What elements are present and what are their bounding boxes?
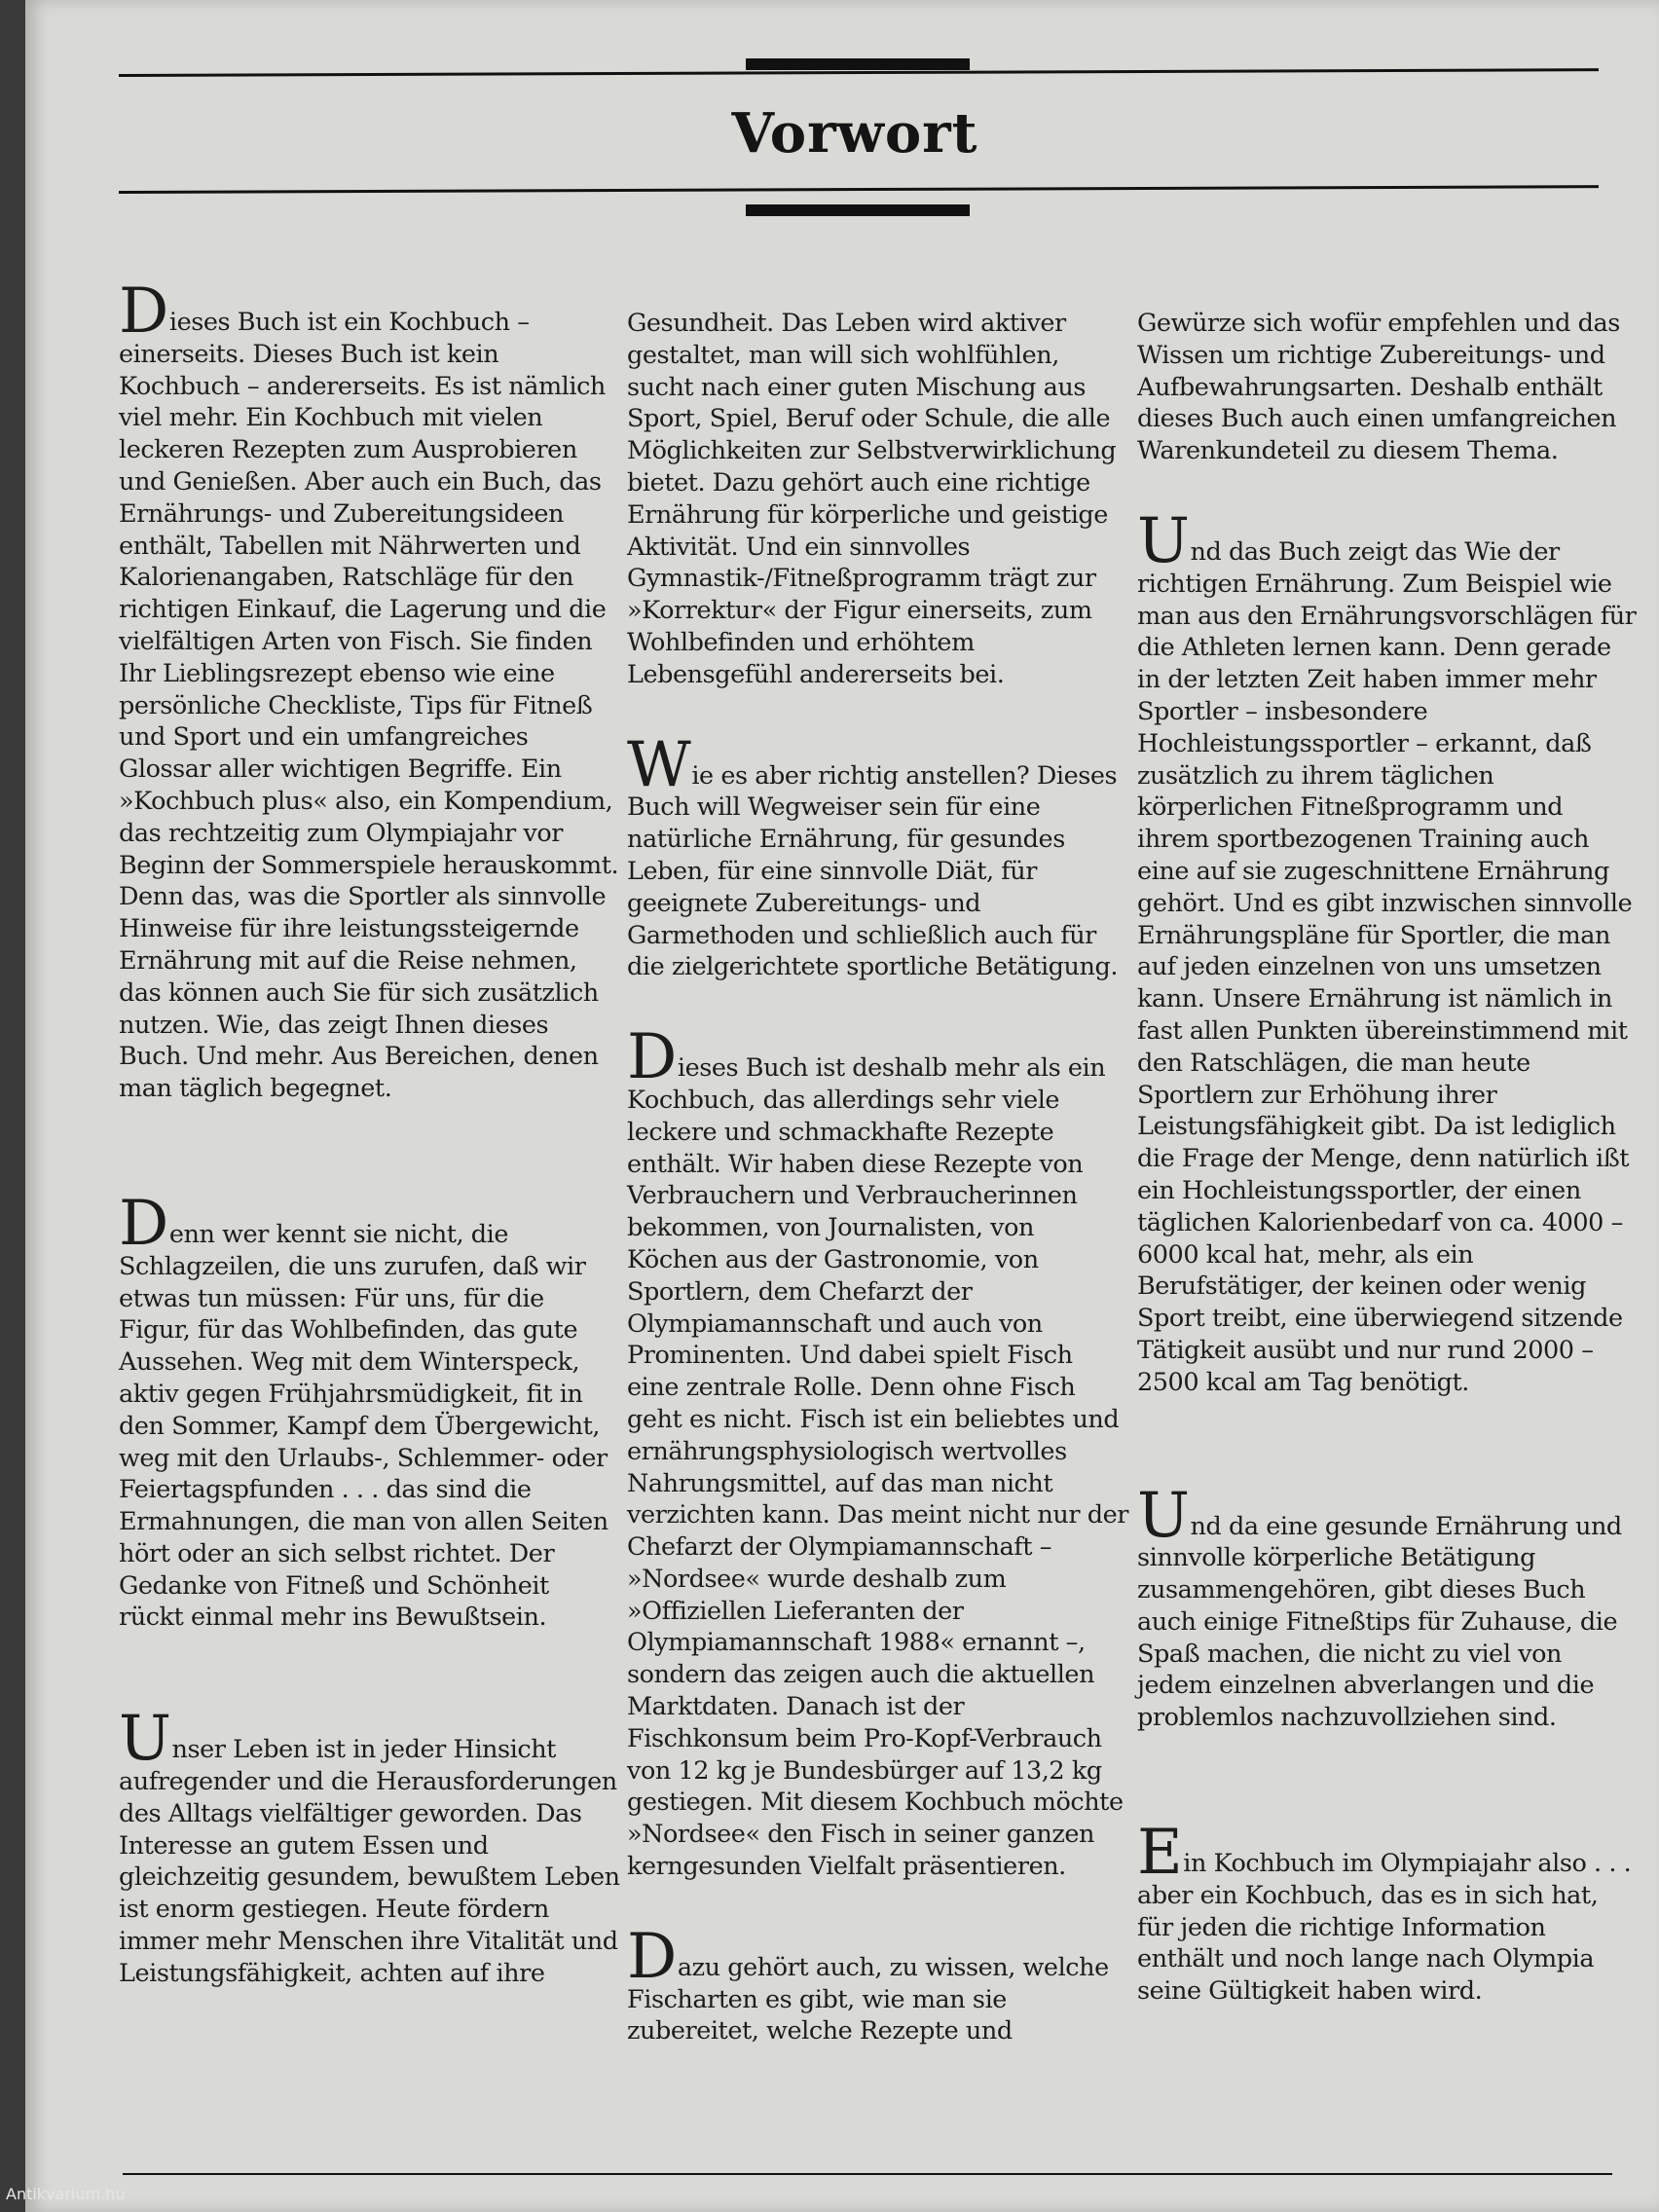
paragraph (119, 1703, 620, 1989)
drop-initial: U (1137, 504, 1190, 577)
paragraph-text: nd das Buch zeigt das Wie der richtigen Ernährung. Zum Beispiel wie man aus den Ernährungsvorschlägen für die Athleten lernen kann. Denn gerade in der letzten Zeit haben immer mehr Sportler – insbesondere Hochleistungssportler – erkannt, daß zusätzlich zu ihrem täglichen körperlichen Fitneßprogramm und ihrem sportbezogenen Training auch eine auf sie zugeschnittene Ernährung gehört. Und es gibt inzwischen sinnvolle Ernährungspläne für Sportler, die man auf jeden einzelnen von uns umsetzen kann. Unsere Ernährung ist nämlich in fast allen Punkten übereinstimmend mit den Ratschlägen, die man heute Sportlern zur Erhöhung ihrer Leistungsfähigkeit gibt. Da ist lediglich die Frage der Menge, denn natürlich ißt ein Hochleistungssportler, der einen täglichen Kalorienbedarf von ca. 4000 – 6000 kcal hat, mehr, als ein Berufstätiger, der keinen oder wenig Sport treibt, eine überwiegend sitzende Tätigkeit ausübt und nur rund 2000 – 2500 kcal am Tag benötigt. (1137, 536, 1637, 1397)
title-top-thick-rule (746, 58, 970, 70)
footer-rule (123, 2173, 1612, 2175)
drop-initial: E (1137, 1817, 1183, 1890)
drop-initial: U (119, 1703, 171, 1776)
drop-initial: D (627, 1920, 677, 1993)
paragraph (1137, 1479, 1639, 1735)
paragraph-text: Gesundheit. Das Leben wird aktiver gestaltet, man will sich wohlfühlen, sucht nach einer guten Mischung aus Sport, Spiel, Beruf oder Schule, die alle Möglichkeiten zur Selbstverwirklichung bietet. Dazu gehört auch eine richtige Ernährung für körperliche und geistige Aktivität. Und ein sinnvolles Gymnastik-/Fitneßprogramm trägt zur »Korrektur« der Figur einerseits, zum Wohlbefinden und erhöhtem Lebensgefühl andererseits bei. (627, 309, 1117, 689)
paragraph-text: enn wer kennt sie nicht, die Schlagzeilen, die uns zurufen, daß wir etwas tun müssen: Für uns, für die Figur, für das Wohlbefinden, das gute Aussehen. Weg mit dem Winterspeck, aktiv gegen Frühjahrsmüdigkeit, fit in den Sommer, Kampf dem Übergewicht, weg mit den Urlaubs-, Schlemmer- oder Feiertagspfunden . . . das sind die Ermahnungen, die man von allen Seiten hört oder an sich selbst richtet. Der Gedanke von Fitneß und Schönheit rückt einmal mehr ins Bewußtsein. (119, 1219, 608, 1633)
paragraph (1137, 308, 1639, 467)
title-bottom-thick-rule (746, 204, 970, 216)
page-title: Vorwort (731, 101, 978, 166)
paragraph-text: ie es aber richtig anstellen? Dieses Buch will Wegweiser sein für eine natürliche Ernährung, für gesundes Leben, für eine sinnvolle Diät, für geeignete Zubereitungs- und Garmethoden und schließlich auch für die zielgerichtete sportliche Betätigung. (627, 760, 1119, 982)
paragraph (627, 308, 1128, 691)
paragraph-text: nser Leben ist in jeder Hinsicht aufregender und die Herausforderungen des Alltags vielfältiger geworden. Das Interesse an gutem Essen und gleichzeitig gesundem, bewußtem Leben ist enorm gestiegen. Heute fördern immer mehr Menschen ihre Vitalität und Leistungsfähigkeit, achten auf ihre (119, 1735, 620, 1988)
paragraph-text: azu gehört auch, zu wissen, welche Fischarten es gibt, wie man sie zubereitet, welche Rezepte und (627, 1952, 1109, 2046)
paragraph-text: nd da eine gesunde Ernährung und sinnvolle körperliche Betätigung zusammengehören, gibt dieses Buch auch einige Fitneßtips für Zuhause, die Spaß machen, die nicht zu viel von jedem einzelnen abverlangen und die problemlos nachzuvollziehen sind. (1137, 1511, 1622, 1733)
paragraph (627, 1920, 1128, 2047)
drop-initial: W (627, 728, 691, 801)
paragraph-text: in Kochbuch im Olympiajahr also . . . aber ein Kochbuch, das es in sich hat, für jeden die richtige Information enthält und noch lange nach Olympia seine Gültigkeit haben wird. (1137, 1849, 1632, 2007)
drop-initial: U (1137, 1479, 1190, 1552)
drop-initial: D (119, 1187, 168, 1260)
book-page (25, 0, 1659, 2212)
paragraph-text: ieses Buch ist deshalb mehr als ein Kochbuch, das allerdings sehr viele leckere und schmackhafte Rezepte enthält. Wir haben diese Rezepte von Verbrauchern und Verbraucherinnen bekommen, von Journalisten, von Köchen aus der Gastronomie, von Sportlern, dem Chefarzt der Olympiamannschaft und auch von Prominenten. Und dabei spielt Fisch eine zentrale Rolle. Denn ohne Fisch geht es nicht. Fisch ist ein beliebtes und ernährungsphysiologisch wertvolles Nahrungsmittel, auf das man nicht verzichten kann. Das meint nicht nur der Chefarzt der Olympiamannschaft – »Nordsee« wurde deshalb zum »Offiziellen Lieferanten der Olympiamannschaft 1988« ernannt –, sondern das zeigen auch die aktuellen Marktdaten. Danach ist der Fischkonsum beim Pro-Kopf-Verbrauch von 12 kg je Bundesbürger auf 13,2 kg gestiegen. Mit diesem Kochbuch möchte »Nordsee« den Fisch in seiner ganzen kerngesunden Vielfalt präsentieren. (627, 1053, 1128, 1882)
paragraph (119, 1187, 620, 1634)
drop-initial: D (119, 276, 168, 348)
paragraph (1137, 1817, 1639, 2008)
drop-initial: D (627, 1021, 677, 1094)
paragraph (627, 1021, 1128, 1883)
text-column-2 (627, 308, 1128, 2047)
paragraph (119, 276, 620, 1105)
paragraph-text: ieses Buch ist ein Kochbuch – einerseits. Dieses Buch ist kein Kochbuch – andererseits. Es ist nämlich viel mehr. Ein Kochbuch mit vielen leckeren Rezepten zum Ausprobieren und Genießen. Aber auch ein Buch, das Ernährungs- und Zubereitungsideen enthält, Tabellen mit Nährwerten und Kalorienangaben, Ratschläge für den richtigen Einkauf, die Lagerung und die vielfältigen Arten von Fisch. Sie finden Ihr Lieblingsrezept ebenso wie eine persönliche Checkliste, Tips für Fitneß und Sport und ein umfangreiches Glossar aller wichtigen Begriffe. Ein »Kochbuch plus« also, ein Kompendium, das rechtzeitig zum Olympiajahr vor Beginn der Sommerspiele herauskommt. Denn das, was die Sportler als sinnvolle Hinweise für ihre leistungssteigernde Ernährung mit auf die Reise nehmen, das können auch Sie für sich zusätzlich nutzen. Wie, das zeigt Ihnen dieses Buch. Und mehr. Aus Bereichen, denen man täglich begegnet. (119, 308, 619, 1104)
text-column-3 (1137, 308, 1639, 2008)
watermark: Antikvarium.hu (6, 2185, 126, 2203)
paragraph (627, 728, 1128, 984)
paragraph-text: Gewürze sich wofür empfehlen und das Wissen um richtige Zubereitungs- und Aufbewahrungsarten. Deshalb enthält dieses Buch auch einen umfangreichen Warenkundeteil zu diesem Thema. (1137, 309, 1620, 466)
paragraph (1137, 504, 1639, 1399)
text-column-1 (119, 276, 620, 1990)
title-bottom-thin-rule (119, 185, 1599, 194)
